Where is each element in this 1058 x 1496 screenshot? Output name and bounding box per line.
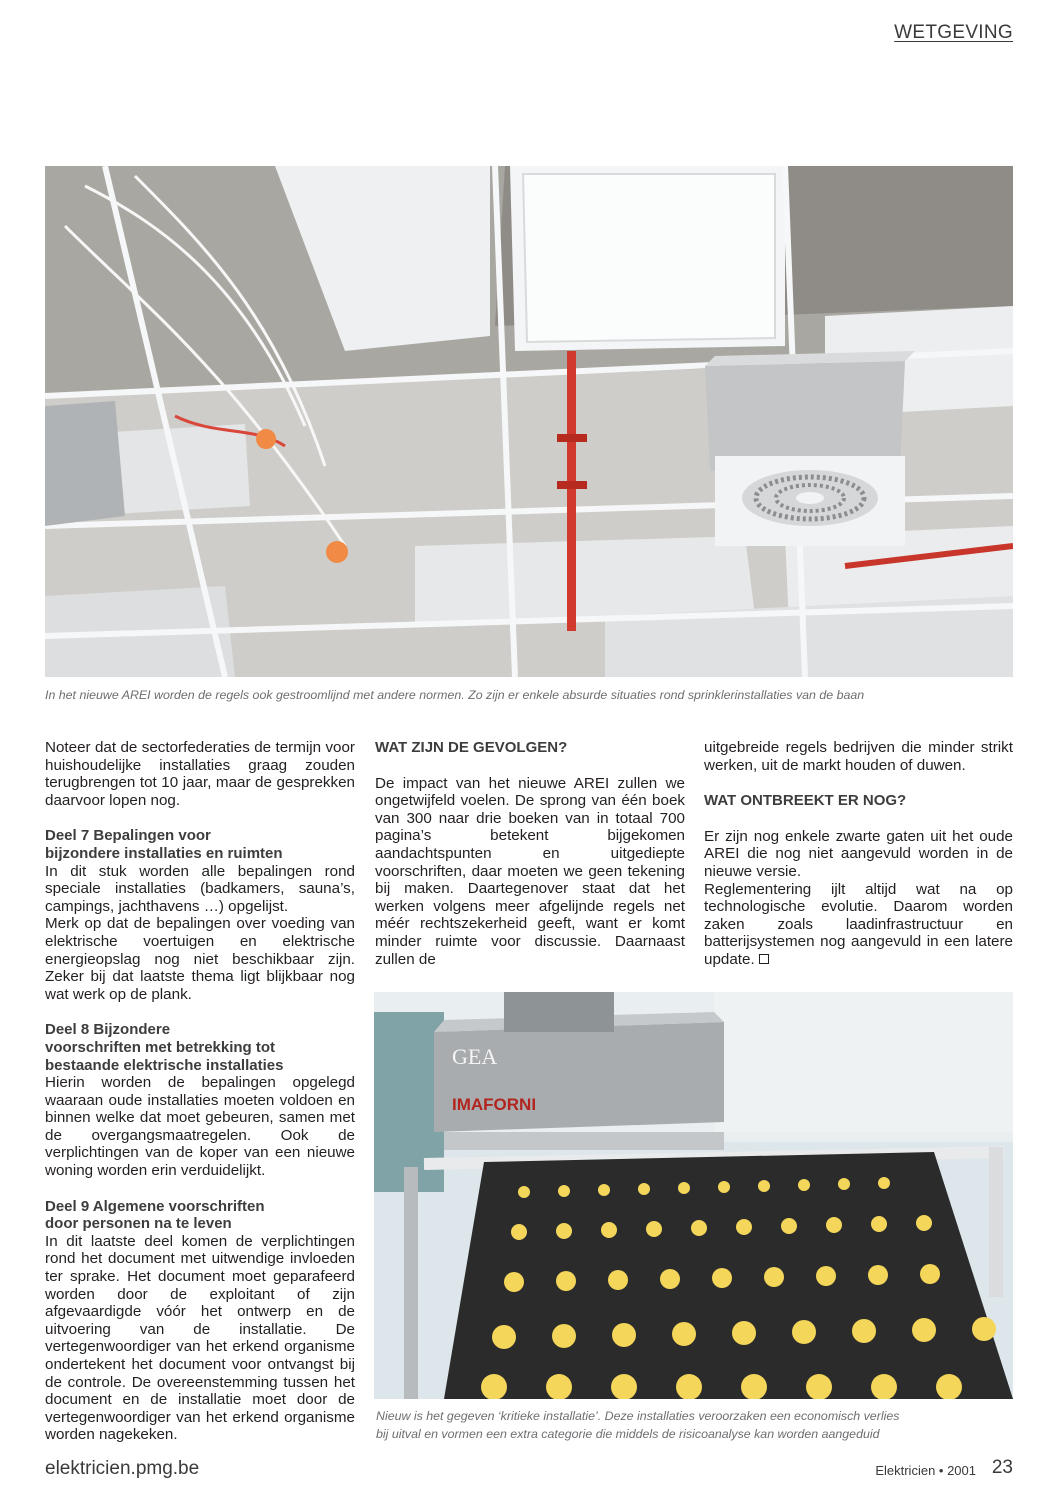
ontbreekt-paragraph-2 <box>704 881 1013 969</box>
footer-website-link[interactable]: elektricien.pmg.be <box>45 1458 200 1479</box>
ontbreekt-heading: WAT ONTBREEKT ER NOG? <box>704 792 907 810</box>
figure-caption-2-line-1: Nieuw is het gegeven ‘kritieke installatie’. Deze installaties veroorzaken een economisch verlies <box>376 1409 900 1423</box>
ontbreekt-paragraph-1: Er zijn nog enkele zwarte gaten uit het oude AREI die nog niet aangevuld worden in de nieuwe versie. <box>704 827 1013 880</box>
column-1 <box>45 739 355 1444</box>
gea-logo: GEA <box>452 1044 498 1069</box>
end-of-article-icon <box>759 954 769 964</box>
deel7-heading-line-2: bijzondere installaties en ruimten <box>45 844 283 862</box>
page-number: 23 <box>991 1457 1013 1478</box>
deel9-heading-line-2: door personen na te leven <box>45 1215 232 1233</box>
column-3 <box>704 739 1013 969</box>
deel8-heading-line-2: voorschriften met betrekking tot <box>45 1038 276 1056</box>
figure-caption-1: In het nieuwe AREI worden de regels ook gestroomlijnd met andere normen. Zo zijn er enkele absurde situaties rond sprinklerinstallaties van de baan <box>45 688 865 702</box>
figure-caption-2 <box>376 1407 1013 1443</box>
gevolgen-heading: WAT ZIJN DE GEVOLGEN? <box>375 739 568 756</box>
intro-paragraph: Noteer dat de sectorfederaties de termijn voor huishoudelijke installaties graag zouden terugbrengen tot 10 jaar, maar de gesprekken daarvoor lopen nog. <box>45 739 355 809</box>
imaforni-logo: IMAFORNI <box>452 1095 537 1114</box>
deel9-heading-line-1: Deel 9 Algemene voorschriften <box>45 1197 265 1215</box>
deel8-paragraph: Hierin worden de bepalingen opgelegd waaraan oude installaties moeten voldoen en binnen welke dat moet gebeuren, samen met de overgangsmaatregelen. Ook de verplichtingen van de koper van een nieuwe woning worden erin verduidelijkt. <box>45 1074 355 1180</box>
ceiling-photo <box>45 166 1013 677</box>
column-2 <box>375 739 685 968</box>
ontbreekt-paragraph-2-text: Reglementering ijlt altijd wat na op technologische evolutie. Daarom worden zaken zoals laadinfrastructuur en batterijsystemen nog aangevuld in een latere update. <box>704 880 1013 968</box>
deel9-paragraph: In dit laatste deel komen de verplichtingen rond het document met uitwendige invloeden ter sprake. Het document moet geparafeerd worden door de exploitant of zijn afgevaardigde vóór het ontwerp en de uitvoering van de installatie. De vertegenwoordiger van het erkend organisme ondertekent het document voor ontvangst bij de controle. De overeenstemming tussen het document en de installatie moet door de vertegenwoordiger van het erkend organisme worden nagekeken. <box>45 1232 355 1444</box>
gevolgen-paragraph: De impact van het nieuwe AREI zullen we ongetwijfeld voelen. De sprong van één boek van 300 naar drie boeken van in totaal 700 pagina’s betekent bijgekomen aandachtspunten en uitgediepte voorschriften, daar moeten we geen tekening bij maken. Daartegenover staat dat het werken volgens meer afgelijnde regels net méér rechtszekerheid geeft, want er komt minder ruimte voor discussie. Daarnaast zullen de <box>375 774 685 968</box>
production-line-photo <box>374 992 1013 1399</box>
section-label: WETGEVING <box>894 22 1013 43</box>
deel7-heading-line-1: Deel 7 Bepalingen voor <box>45 827 211 845</box>
deel8-heading-line-3: bestaande elektrische installaties <box>45 1056 284 1074</box>
footer-magazine-issue: Elektricien • 2001 <box>875 1463 976 1478</box>
gevolgen-continued-paragraph: uitgebreide regels bedrijven die minder strikt werken, uit de markt houden of duwen. <box>704 739 1013 774</box>
deel7-paragraph-2: Merk op dat de bepalingen over voeding van elektrische voertuigen en elektrische energieopslag nog niet beschikbaar zijn. Zeker bij dat laatste thema ligt blijkbaar nog wat werk op de plank. <box>45 915 355 1003</box>
deel8-heading-line-1: Deel 8 Bijzondere <box>45 1021 171 1039</box>
deel7-paragraph-1: In dit stuk worden alle bepalingen rond speciale installaties (badkamers, sauna’s, campings, jachthavens …) opgelijst. <box>45 862 355 915</box>
figure-caption-2-line-2: bij uitval en vormen een extra categorie die middels de risicoanalyse kan worden aangeduid <box>376 1427 880 1441</box>
